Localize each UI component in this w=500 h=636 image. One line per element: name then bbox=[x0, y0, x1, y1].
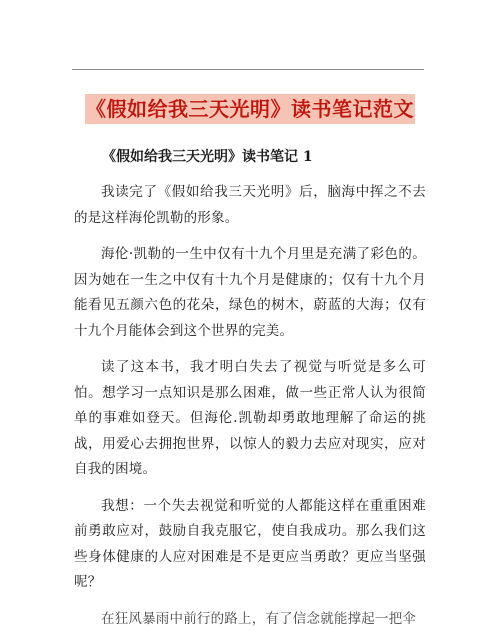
paragraph-5-partial: 在狂风暴雨中前行的路上，有了信念就能撑起一把伞 bbox=[101, 610, 417, 627]
paragraph-2: 海伦·凯勒的一生中仅有十九个月里是充满了彩色的。因为她在一生之中仅有十九个月是健康的；仅有十九个月能看见五颜六色的花朵，绿色的树木，蔚蓝的大海；仅有十九个月能体会到这个世界的完美。 bbox=[74, 246, 426, 339]
document-title-text: 《假如给我三天光明》读书笔记范文 bbox=[85, 94, 415, 124]
section-heading: 《假如给我三天光明》读书笔记 1 bbox=[102, 149, 313, 165]
document-body bbox=[74, 146, 426, 636]
paragraph-3: 读了这本书，我才明白失去了视觉与听觉是多么可怕。想学习一点知识是那么困难，做一些正常人认为很简单的事难如登天。但海伦.凯勒却勇敢地理解了命运的挑战，用爱心去拥抱世界，以惊人的毅力去应对现实，应对自我的困境。 bbox=[74, 359, 426, 477]
header-divider bbox=[72, 69, 424, 70]
document-title bbox=[0, 86, 500, 124]
paragraph-1: 我读完了《假如给我三天光明》后，脑海中挥之不去的是这样海伦凯勒的形象。 bbox=[74, 184, 426, 226]
paragraph-4: 我想：一个失去视觉和听觉的人都能这样在重重困难前勇敢应对，鼓励自我克服它，使自我成功。那么我们这些身体健康的人应对困难是不是更应当勇敢？更应当坚强呢？ bbox=[74, 497, 426, 590]
